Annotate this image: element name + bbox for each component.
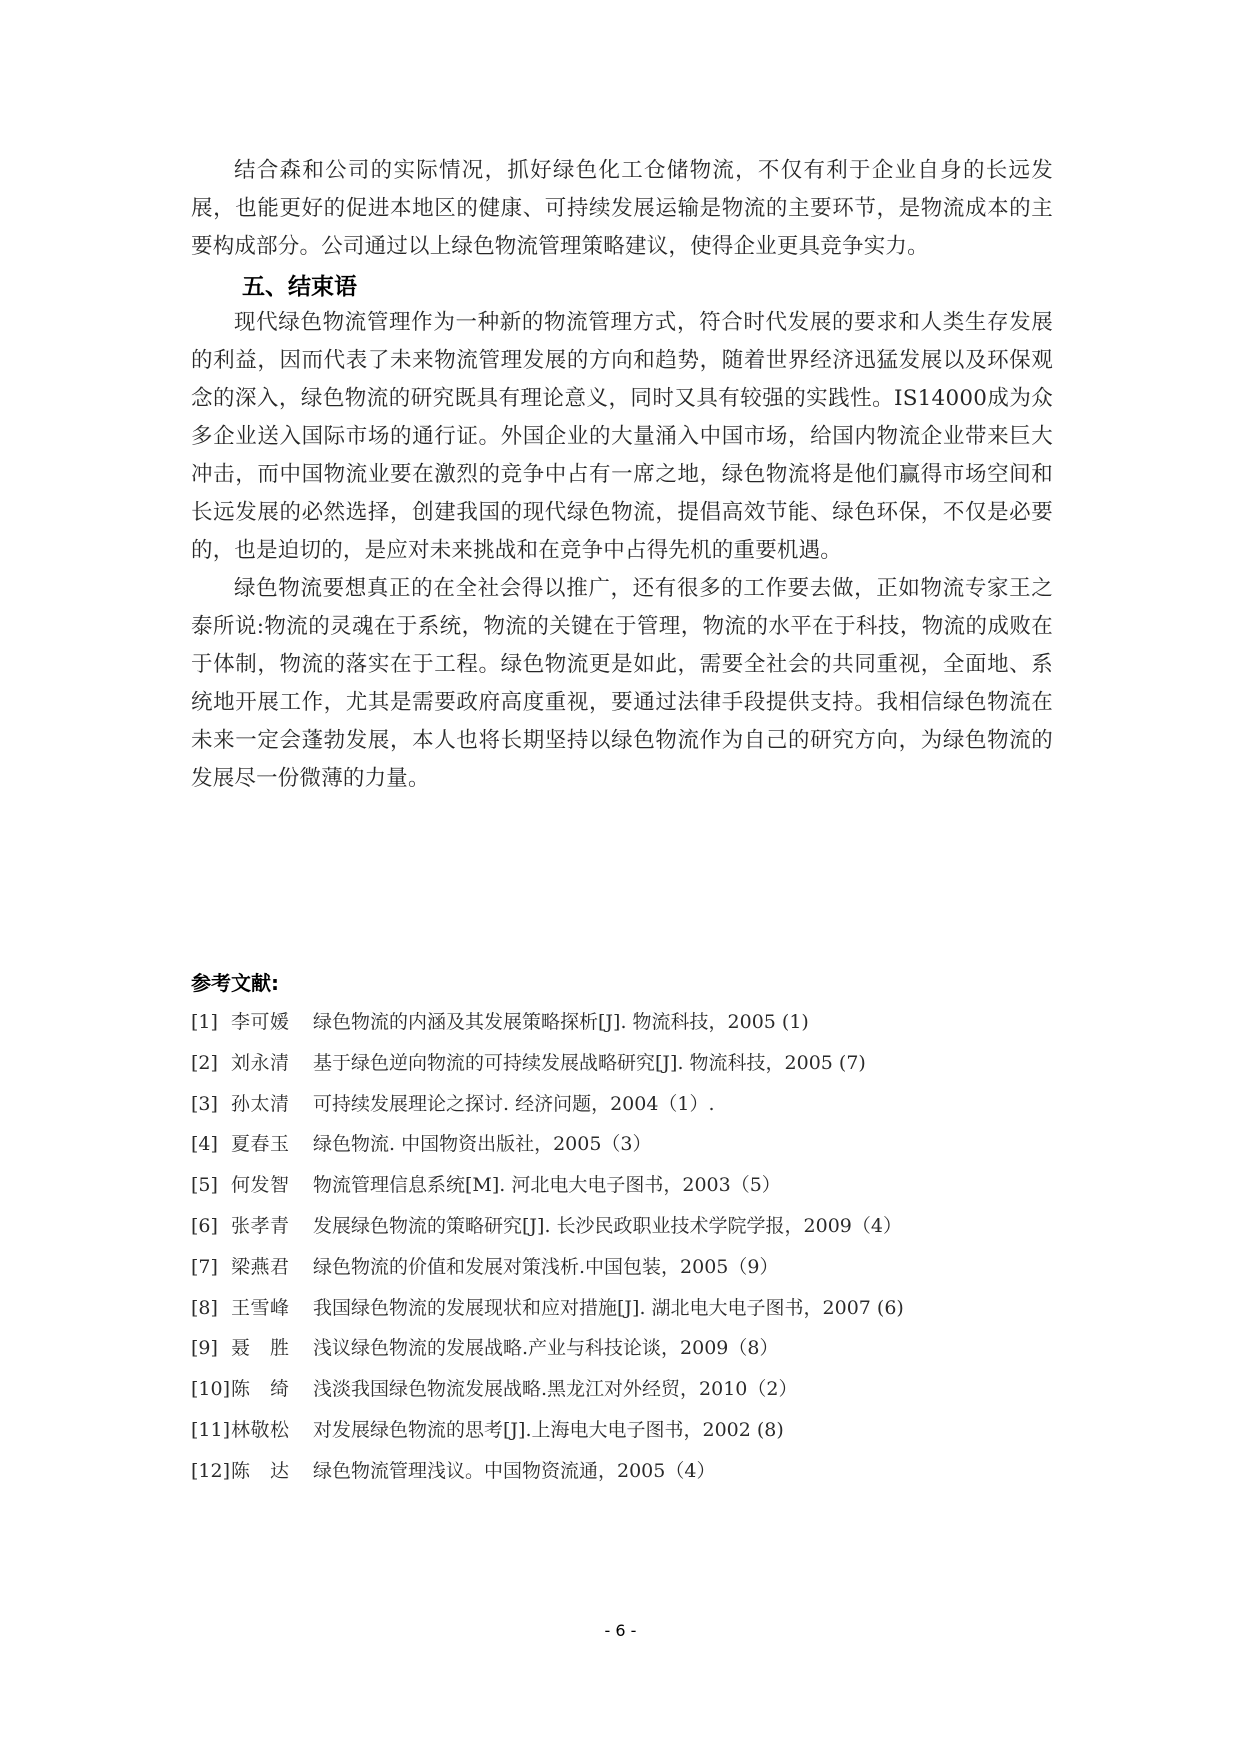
- reference-title: 绿色物流. 中国物资出版社，2005（3）: [313, 1133, 652, 1156]
- reference-number: [8]: [191, 1296, 218, 1319]
- reference-number: [5]: [191, 1174, 218, 1197]
- reference-title: 绿色物流的内涵及其发展策略探析[J]. 物流科技，2005 (1): [313, 1011, 809, 1033]
- reference-item: [191, 1206, 1053, 1247]
- reference-title: 基于绿色逆向物流的可持续发展战略研究[J]. 物流科技，2005 (7): [313, 1051, 866, 1074]
- reference-title: 物流管理信息系统[M]. 河北电大电子图书，2003（5）: [313, 1174, 781, 1197]
- paragraph-conclusion-of-section-four: 结合森和公司的实际情况，抓好绿色化工仓储物流，不仅有利于企业自身的长远发展，也能更好的促进本地区的健康、可持续发展运输是物流的主要环节，是物流成本的主要构成部分。公司通过以上绿色物流管理策略建议，使得企业更具竞争实力。: [191, 158, 1053, 259]
- paragraph-modern-green-logistics: 现代绿色物流管理作为一种新的物流管理方式，符合时代发展的要求和人类生存发展的利益，因而代表了未来物流管理发展的方向和趋势，随着世界经济迅猛发展以及环保观念的深入，绿色物流的研究既具有理论意义，同时又具有较强的实践性。IS14000成为众多企业送入国际市场的通行证。外国企业的大量涌入中国市场，给国内物流企业带来巨大冲击，而中国物流业要在激烈的竞争中占有一席之地，绿色物流将是他们赢得市场空间和长远发展的必然选择，创建我国的现代绿色物流，提倡高效节能、绿色环保，不仅是必要的，也是迫切的，是应对未来挑战和在竞争中占得先机的重要机遇。: [191, 310, 1053, 563]
- paragraph-promotion-of-green-logistics: 绿色物流要想真正的在全社会得以推广，还有很多的工作要去做，正如物流专家王之泰所说:物流的灵魂在于系统，物流的关键在于管理，物流的水平在于科技，物流的成败在于体制，物流的落实在于工程。绿色物流更是如此，需要全社会的共同重视，全面地、系统地开展工作，尤其是需要政府高度重视，要通过法律手段提供支持。我相信绿色物流在未来一定会蓬勃发展，本人也将长期坚持以绿色物流作为自己的研究方向，为绿色物流的发展尽一份微薄的力量。: [191, 576, 1053, 791]
- reference-title: 我国绿色物流的发展现状和应对措施[J]. 湖北电大电子图书，2007 (6): [313, 1296, 904, 1319]
- reference-item: [191, 1084, 1053, 1125]
- section-heading-conclusion: 五、结束语: [242, 274, 357, 300]
- reference-number: [3]: [191, 1092, 218, 1115]
- reference-author: 梁燕君: [231, 1255, 290, 1278]
- reference-author: 林敬松: [231, 1418, 290, 1441]
- reference-title: 可持续发展理论之探讨. 经济问题，2004（1）.: [313, 1092, 715, 1115]
- reference-author: 陈 达: [231, 1459, 290, 1482]
- reference-item: [191, 1369, 1053, 1410]
- body-text: [191, 152, 1053, 798]
- reference-title: 浅议绿色物流的发展战略.产业与科技论谈，2009（8）: [313, 1337, 779, 1360]
- reference-number: [12]: [191, 1459, 231, 1482]
- reference-author: 刘永清: [231, 1051, 290, 1074]
- reference-item: [191, 1451, 1053, 1492]
- reference-title: 浅淡我国绿色物流发展战略.黑龙江对外经贸，2010（2）: [313, 1378, 798, 1401]
- reference-number: [1]: [191, 1011, 218, 1033]
- reference-title: 绿色物流管理浅议。中国物资流通，2005（4）: [313, 1459, 716, 1482]
- reference-number: [7]: [191, 1255, 218, 1278]
- references-section: [191, 968, 1053, 1492]
- reference-number: [9]: [191, 1337, 218, 1360]
- reference-item: [191, 1002, 1053, 1043]
- reference-title: 发展绿色物流的策略研究[J]. 长沙民政职业技术学院学报，2009（4）: [313, 1214, 902, 1237]
- reference-author: 陈 绮: [231, 1378, 290, 1401]
- reference-item: [191, 1328, 1053, 1369]
- reference-number: [10]: [191, 1378, 231, 1401]
- reference-item: [191, 1288, 1053, 1329]
- reference-item: [191, 1165, 1053, 1206]
- reference-title: 对发展绿色物流的思考[J].上海电大电子图书，2002 (8): [313, 1418, 784, 1441]
- reference-item: [191, 1410, 1053, 1451]
- reference-author: 王雪峰: [231, 1296, 290, 1319]
- references-title: 参考文献:: [191, 971, 279, 995]
- reference-author: 李可媛: [231, 1011, 290, 1033]
- page-number: - 6 -: [604, 1621, 637, 1640]
- reference-title: 绿色物流的价值和发展对策浅析.中国包装，2005（9）: [313, 1255, 779, 1278]
- reference-number: [11]: [191, 1418, 231, 1441]
- reference-item: [191, 1043, 1053, 1084]
- reference-number: [2]: [191, 1051, 218, 1074]
- reference-author: 何发智: [231, 1174, 290, 1197]
- reference-item: [191, 1247, 1053, 1288]
- reference-author: 夏春玉: [231, 1133, 290, 1156]
- reference-author: 聂 胜: [231, 1337, 290, 1360]
- reference-author: 孙太清: [231, 1092, 290, 1115]
- reference-number: [4]: [191, 1133, 218, 1156]
- reference-item: [191, 1124, 1053, 1165]
- reference-number: [6]: [191, 1214, 218, 1237]
- reference-author: 张孝青: [231, 1214, 290, 1237]
